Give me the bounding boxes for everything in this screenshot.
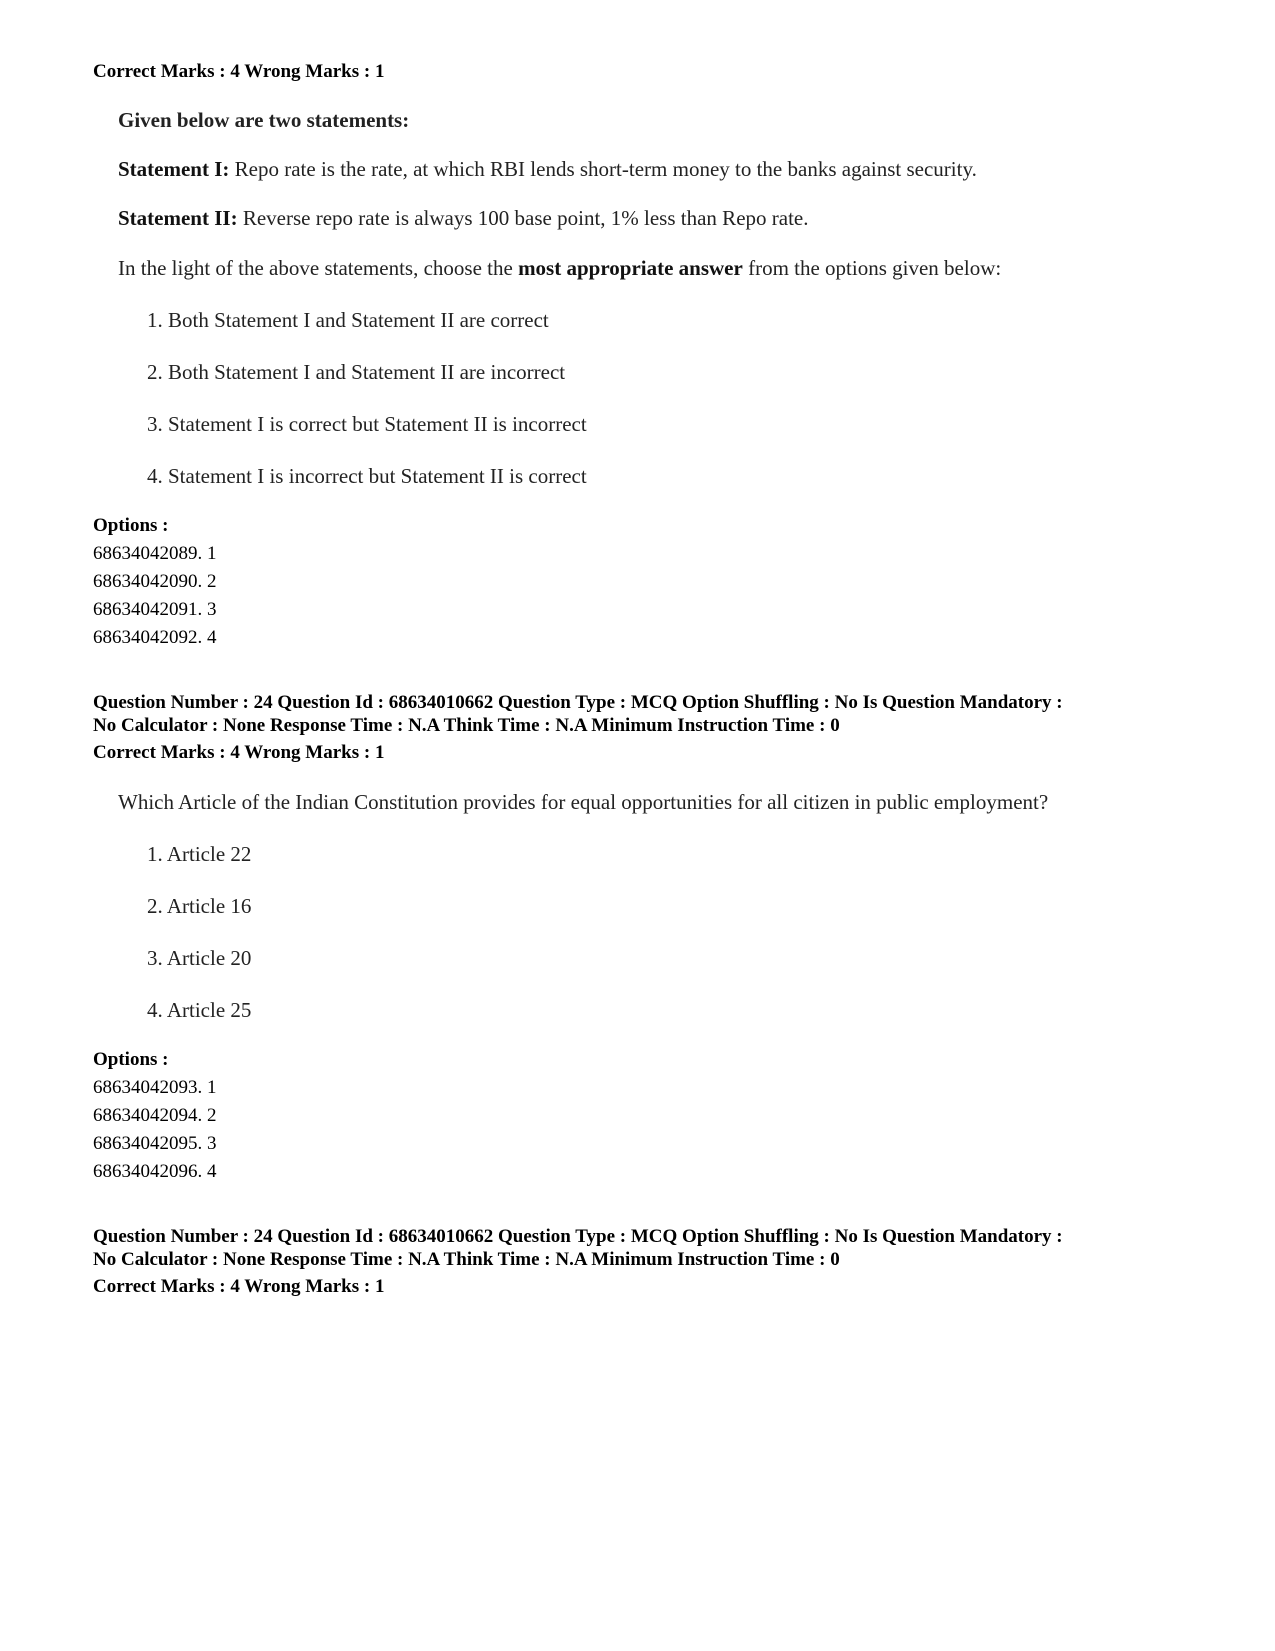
question-instruction	[118, 256, 1001, 281]
question-header-line-2: No Calculator : None Response Time : N.A Think Time : N.A Minimum Instruction Time : 0	[93, 1249, 840, 1270]
question-header-line-1: Question Number : 24 Question Id : 68634010662 Question Type : MCQ Option Shuffling : No Is Question Mandatory :	[93, 1226, 1063, 1247]
statement-1	[118, 157, 977, 182]
statement-2-label: Statement II:	[118, 206, 238, 230]
option-id: 68634042094. 2	[93, 1105, 217, 1126]
options-label: Options :	[93, 515, 169, 536]
marks-line: Correct Marks : 4 Wrong Marks : 1	[93, 61, 385, 82]
option-id: 68634042093. 1	[93, 1077, 217, 1098]
question-header-line-1: Question Number : 24 Question Id : 68634010662 Question Type : MCQ Option Shuffling : No Is Question Mandatory :	[93, 692, 1063, 713]
question-text: Which Article of the Indian Constitution provides for equal opportunities for all citizen in public employment?	[118, 790, 1049, 814]
choice-4: 4. Article 25	[147, 998, 252, 1022]
option-id: 68634042091. 3	[93, 599, 217, 620]
statement-2	[118, 206, 808, 231]
instruction-post: from the options given below:	[742, 256, 1002, 280]
choice-3: 3. Article 20	[147, 946, 252, 970]
question-header-line-2: No Calculator : None Response Time : N.A Think Time : N.A Minimum Instruction Time : 0	[93, 715, 840, 736]
statement-1-label: Statement I:	[118, 157, 230, 181]
question-intro: Given below are two statements:	[118, 108, 410, 132]
instruction-bold: most appropriate answer	[518, 256, 743, 280]
statement-2-text: Reverse repo rate is always 100 base point, 1% less than Repo rate.	[237, 206, 809, 230]
option-id: 68634042089. 1	[93, 543, 217, 564]
choice-1: 1. Both Statement I and Statement II are correct	[147, 308, 549, 332]
choice-2: 2. Article 16	[147, 894, 252, 918]
options-label: Options :	[93, 1049, 169, 1070]
choice-1: 1. Article 22	[147, 842, 252, 866]
choice-4: 4. Statement I is incorrect but Statement II is correct	[147, 464, 587, 488]
statement-1-text: Repo rate is the rate, at which RBI lends short-term money to the banks against security.	[229, 157, 977, 181]
instruction-pre: In the light of the above statements, choose the	[118, 256, 519, 280]
choice-2: 2. Both Statement I and Statement II are incorrect	[147, 360, 566, 384]
marks-line: Correct Marks : 4 Wrong Marks : 1	[93, 1276, 385, 1297]
option-id: 68634042095. 3	[93, 1133, 217, 1154]
option-id: 68634042090. 2	[93, 571, 217, 592]
marks-line: Correct Marks : 4 Wrong Marks : 1	[93, 742, 385, 763]
option-id: 68634042092. 4	[93, 627, 217, 648]
choice-3: 3. Statement I is correct but Statement II is incorrect	[147, 412, 587, 436]
option-id: 68634042096. 4	[93, 1161, 217, 1182]
